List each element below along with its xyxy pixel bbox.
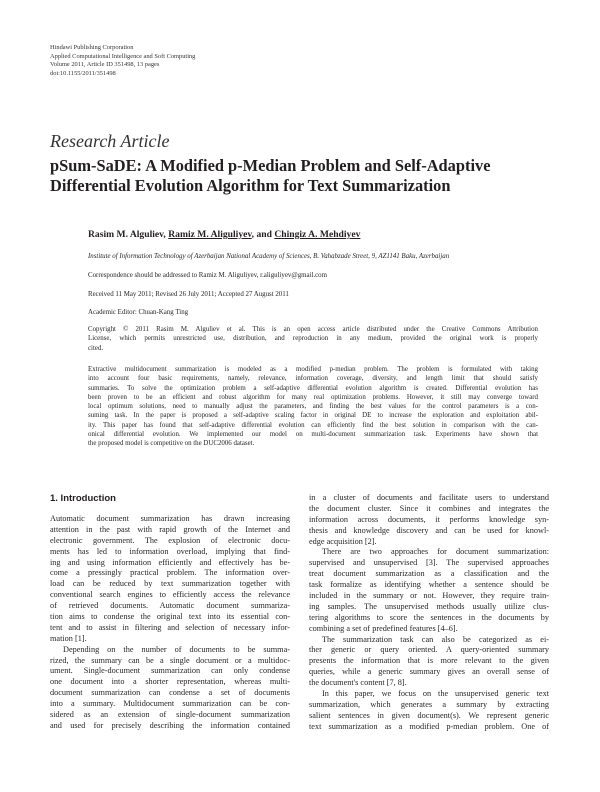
text-line: the document's content [7, 8].: [309, 678, 407, 688]
text-line: conventional search engines to efficiently access the relevance: [50, 590, 290, 600]
text-line: In this paper, we focus on the unsupervised generic text: [322, 689, 549, 699]
text-line: tion aims to condense the original text into its essential con-: [50, 612, 290, 622]
copyright-notice: [88, 325, 538, 353]
author-1: Rasim M. Alguliev,: [88, 229, 166, 240]
text-line: edge acquisition [2].: [309, 536, 377, 546]
text-line: in a cluster of documents and facilitate users to understand: [309, 493, 549, 502]
text-line: into a summary. Multidocument summarization can be con-: [50, 699, 290, 709]
affiliation: Institute of Information Technology of Azerbaijan National Academy of Sciences, B. Vahabzade Street, 9, AZ1141 Baku, Azerbaijan: [88, 253, 450, 260]
text-line: mation [1].: [50, 633, 87, 643]
abstract-line: ity. This paper has found that self-adaptive differential evolution can efficiently find the best solution in comparison with the can-: [88, 421, 538, 429]
publisher: Hindawi Publishing Corporation: [50, 44, 134, 51]
paper-title: [50, 156, 550, 196]
abstract-line: Extractive multidocument summarization is modeled as a modified p-median problem. The problem is formulated with taking: [88, 366, 538, 373]
title-line-2: Differential Evolution Algorithm for Text Summarization: [50, 176, 451, 195]
text-line: the document cluster. Since it combines and integrates the: [309, 503, 549, 513]
abstract-line: the proposed model is competitive on the DUC2006 dataset.: [88, 440, 255, 448]
right-column: [309, 493, 549, 733]
paragraph: [309, 493, 549, 547]
text-line: sidered as an extension of single-document summarization: [50, 710, 290, 720]
author-3[interactable]: Chingiz A. Mehdiyev: [274, 229, 361, 240]
title-line-1: pSum-SaDE: A Modified p-Median Problem and Self-Adaptive: [50, 156, 491, 175]
text-line: electronic government. The explosion of electronic docu-: [50, 535, 290, 545]
text-line: rized, the summary can be a single document or a multidoc-: [50, 655, 290, 665]
text-line: load can be reduced by text summarization together with: [50, 579, 290, 589]
text-line: presents the information that is more relevant to the given: [309, 656, 549, 666]
text-line: summarization, which generates a summary by extracting: [309, 699, 549, 709]
text-line: included in the summary or not. However, they require train-: [309, 591, 549, 601]
text-line: information across documents, it performs knowledge syn-: [309, 514, 549, 524]
paragraph: [309, 547, 549, 634]
author-2[interactable]: Ramiz M. Aliguliyev: [168, 229, 252, 240]
paragraph: [309, 635, 549, 689]
abstract-line: suming task. In the paper is proposed a self-adaptive scaling factor in original DE to increase the exploration and exploitation abil-: [88, 412, 538, 420]
correspondence: Correspondence should be addressed to Ramiz M. Aliguliyev, r.aliguliyev@gmail.com: [88, 272, 327, 279]
copyright-line: License, which permits unrestricted use, distribution, and reproduction in any medium, provided the original work is properly: [88, 335, 538, 343]
author-list: [88, 229, 538, 240]
text-line: ing samples. The unsupervised methods usually utilize clus-: [309, 601, 549, 611]
text-line: come a pressingly practical problem. The information over-: [50, 568, 290, 578]
text-line: tent and to assist in filtering and selection of necessary infor-: [50, 622, 290, 632]
text-line: ing and using information efficiently and effectively has be-: [50, 557, 290, 567]
abstract-line: been proven to be an efficient and robust algorithm for many real optimization problems. However, it still may converge toward: [88, 393, 538, 401]
journal-header: [50, 44, 195, 78]
text-line: supervised and unsupervised [3]. The supervised approaches: [309, 558, 549, 568]
text-line: There are two approaches for document summarization:: [322, 547, 549, 557]
text-line: The summarization task can also be categorized as ei-: [322, 634, 549, 644]
text-line: ument. Single-document summarization can only condense: [50, 666, 290, 676]
text-line: and used for precisely describing the information contained: [50, 720, 290, 730]
academic-editor: Academic Editor: Chuan-Kang Ting: [88, 309, 189, 316]
article-type: Research Article: [50, 131, 170, 151]
text-line: tering algorithms to score the sentences in the documents by: [309, 612, 549, 622]
article-dates: Received 11 May 2011; Revised 26 July 2011; Accepted 27 August 2011: [88, 291, 289, 298]
text-line: Depending on the number of documents to be summa-: [63, 644, 290, 654]
journal-name: Applied Computational Intelligence and Soft Computing: [50, 52, 196, 60]
text-line: ments has led to information overload, implying that find-: [50, 546, 290, 556]
text-line: ther generic or query oriented. A query-oriented summary: [309, 645, 549, 655]
text-line: one document into a shorter representation, whereas multi-: [50, 677, 290, 687]
author-separator: , and: [251, 229, 272, 240]
text-line: thesis and knowledge discovery and can be used for knowl-: [309, 525, 549, 535]
paragraph: [50, 645, 290, 732]
text-line: document summarization can condense a set of documents: [50, 688, 290, 698]
volume-info: Volume 2011, Article ID 351498, 13 pages: [50, 61, 160, 69]
paragraph: [309, 689, 549, 733]
abstract: [88, 365, 538, 449]
copyright-line: Copyright © 2011 Rasim M. Alguliev et al. This is an open access article distributed under the Creative Commons Attribution: [88, 326, 538, 333]
section-heading: 1. Introduction: [50, 493, 116, 504]
copyright-line: cited.: [88, 344, 104, 352]
text-line: treat document summarization as a classification and the: [309, 569, 549, 579]
paragraph: [50, 514, 290, 645]
text-line: attention in the past with rapid growth of the Internet and: [50, 524, 290, 534]
text-line: combining a set of predefined features [4–6].: [309, 623, 458, 633]
left-column: [50, 493, 290, 732]
text-line: of retrieved documents. Automatic document summariza-: [50, 601, 290, 611]
abstract-line: local optimum solutions, need to manually adjust the parameters, and finding the best values for the control parameters is a con-: [88, 403, 538, 411]
abstract-line: onical differential evolution. We implemented our model on multi-document summarization task. Experiments have shown that: [88, 431, 538, 439]
doi: doi:10.1155/2011/351498: [50, 69, 116, 77]
text-line: task formalize as identifying whether a sentence should be: [309, 580, 549, 590]
abstract-line: into account four basic requirements, namely, relevance, information coverage, diversity, and length limit that should satisfy: [88, 375, 538, 383]
text-line: queries, while a generic summary gives an overall sense of: [309, 667, 549, 677]
abstract-line: summaries. To solve the optimization problem a self-adaptive differential evolution algorithm is created. Differential evolution has: [88, 384, 538, 392]
text-line: Automatic document summarization has drawn increasing: [50, 514, 290, 523]
text-line: salient sentences in given document(s). We represent generic: [309, 710, 549, 720]
text-line: text summarization as a modified p-median problem. One of: [309, 721, 549, 731]
